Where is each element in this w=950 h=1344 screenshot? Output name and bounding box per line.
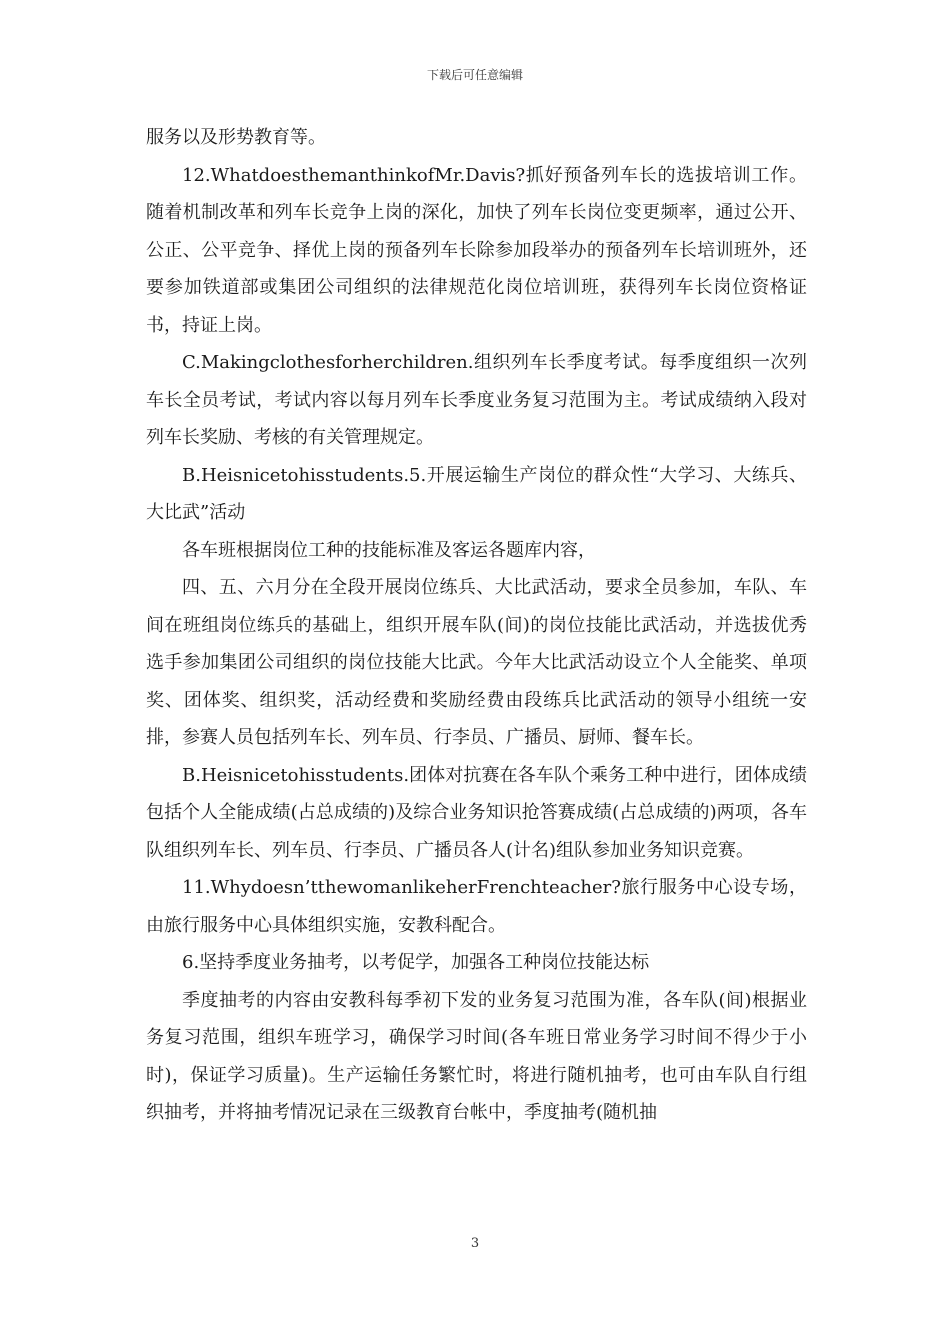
document-body: [146, 119, 807, 1132]
page-number: 3: [470, 1236, 480, 1251]
paragraph-1: 服务以及形势教育等。: [146, 127, 326, 148]
paragraph-5: 各车班根据岗位工种的技能标准及客运各题库内容，: [182, 539, 596, 561]
paragraph-6: 四、五、六月分在全段开展岗位练兵、大比武活动，要求全员参加，车队、车间在班组岗位练兵的基础上，组织开展车队(间)的岗位技能比武活动，并选拔优秀选手参加集团公司组织的岗位技能大比武。今年大比武活动设立个人全能奖、单项奖、团体奖、组织奖，活动经费和奖励经费由段练兵比武活动的领导小组统一安排，参赛人员包括列车长、列车员、行李员、广播员、厨师、餐车长。: [146, 577, 807, 748]
paragraph-4: B.Heisnicetohisstudents.5.开展运输生产岗位的群众性“大学习、大练兵、大比武”活动: [146, 464, 807, 523]
paragraph-9: 6.坚持季度业务抽考，以考促学，加强各工种岗位技能达标: [182, 952, 650, 973]
page-header: 下载后可任意编辑: [426, 68, 523, 82]
paragraph-3: C.Makingclothesforherchildren.组织列车长季度考试。每季度组织一次列车长全员考试，考试内容以每月列车长季度业务复习范围为主。考试成绩纳入段对列车长奖励、考核的有关管理规定。: [146, 352, 807, 448]
paragraph-7: B.Heisnicetohisstudents.团体对抗赛在各车队个乘务工种中进行，团体成绩包括个人全能成绩(占总成绩的)及综合业务知识抢答赛成绩(占总成绩的)两项，各车队组织列车长、列车员、行李员、广播员各人(计名)组队参加业务知识竞赛。: [146, 764, 807, 861]
paragraph-10: 季度抽考的内容由安教科每季初下发的业务复习范围为准，各车队(间)根据业务复习范围，组织车班学习，确保学习时间(各车班日常业务学习时间不得少于小时)，保证学习质量)。生产运输任务繁忙时，将进行随机抽考，也可由车队自行组织抽考，并将抽考情况记录在三级教育台帐中，季度抽考(随机抽: [146, 989, 807, 1123]
paragraph-2: 12.WhatdoesthemanthinkofMr.Davis?抓好预备列车长的选拔培训工作。随着机制改革和列车长竞争上岗的深化，加快了列车长岗位变更频率，通过公开、公正、公平竞争、择优上岗的预备列车长除参加段举办的预备列车长培训班外，还要参加铁道部或集团公司组织的法律规范化岗位培训班，获得列车长岗位资格证书，持证上岗。: [146, 164, 807, 336]
paragraph-8: 11.Whydoesn’tthewomanlikeherFrenchteacher?旅行服务中心设专场，由旅行服务中心具体组织实施，安教科配合。: [146, 877, 807, 936]
